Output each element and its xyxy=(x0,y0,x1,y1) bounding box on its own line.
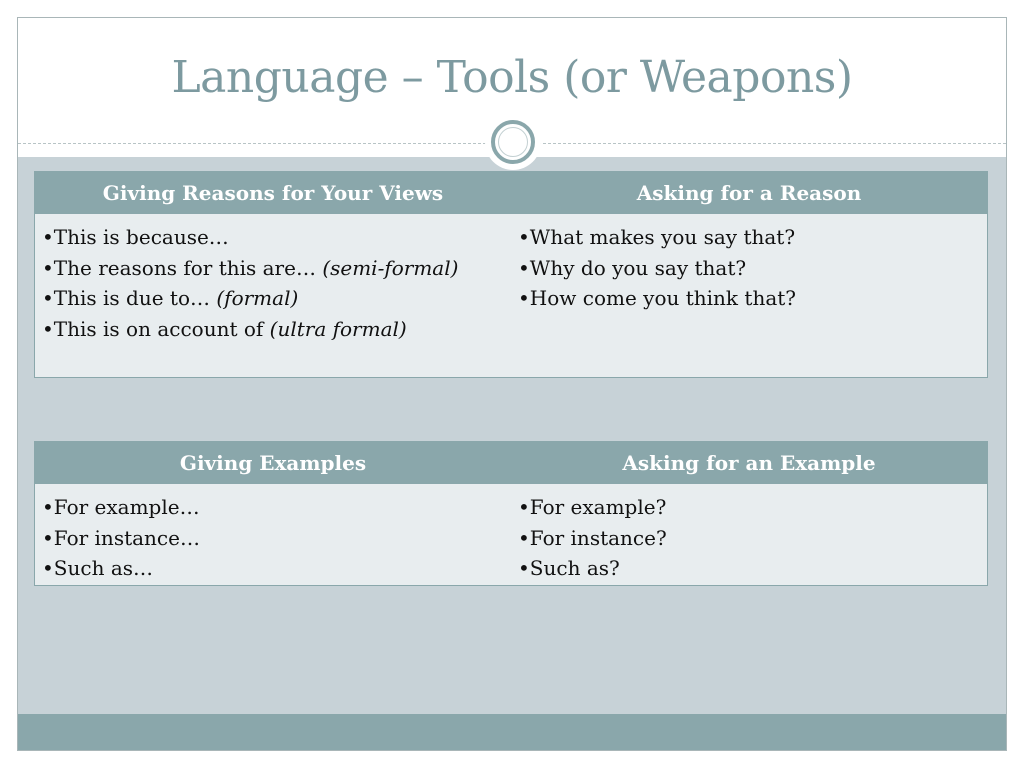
item-text: •The reasons for this are… xyxy=(42,255,323,280)
list-item: •Such as? xyxy=(518,556,620,580)
header-asking-reason: Asking for a Reason xyxy=(636,181,862,205)
circle-ornament-core xyxy=(498,127,528,157)
giving-reasons-cell xyxy=(35,222,511,344)
list-item xyxy=(42,253,501,284)
list-item: •For example… xyxy=(42,495,200,519)
list-item: •For example? xyxy=(518,495,667,519)
item-register-note: (ultra formal) xyxy=(269,316,407,341)
asking-example-cell xyxy=(511,492,987,584)
table-header-row xyxy=(35,442,987,484)
table-body-row xyxy=(35,484,987,584)
footer-band xyxy=(18,714,1006,750)
item-register-note: (semi-formal) xyxy=(322,255,459,280)
slide-title: Language – Tools (or Weapons) xyxy=(171,52,853,103)
item-register-note: (formal) xyxy=(216,286,299,310)
list-item: •Such as… xyxy=(42,556,154,580)
item-text: •This is on account of xyxy=(42,316,270,341)
list-item xyxy=(42,222,501,253)
item-text: •This is due to… xyxy=(42,286,217,310)
header-giving-reasons: Giving Reasons for Your Views xyxy=(102,181,444,205)
reasons-table xyxy=(34,171,988,378)
table-body-row xyxy=(35,214,987,344)
slide xyxy=(17,17,1007,751)
giving-examples-cell xyxy=(35,492,511,584)
list-item: •Why do you say that? xyxy=(518,255,747,280)
list-item: •How come you think that? xyxy=(518,286,797,310)
table-header-row xyxy=(35,172,987,214)
list-item: •What makes you say that? xyxy=(518,225,796,249)
asking-reason-cell xyxy=(511,222,987,344)
item-text: •This is because… xyxy=(42,225,229,249)
list-item xyxy=(42,314,501,345)
list-item: •For instance… xyxy=(42,525,200,550)
list-item: •For instance? xyxy=(518,525,667,550)
header-giving-examples: Giving Examples xyxy=(179,451,367,475)
header-asking-example: Asking for an Example xyxy=(622,451,876,475)
examples-table xyxy=(34,441,988,586)
list-item xyxy=(42,283,501,314)
